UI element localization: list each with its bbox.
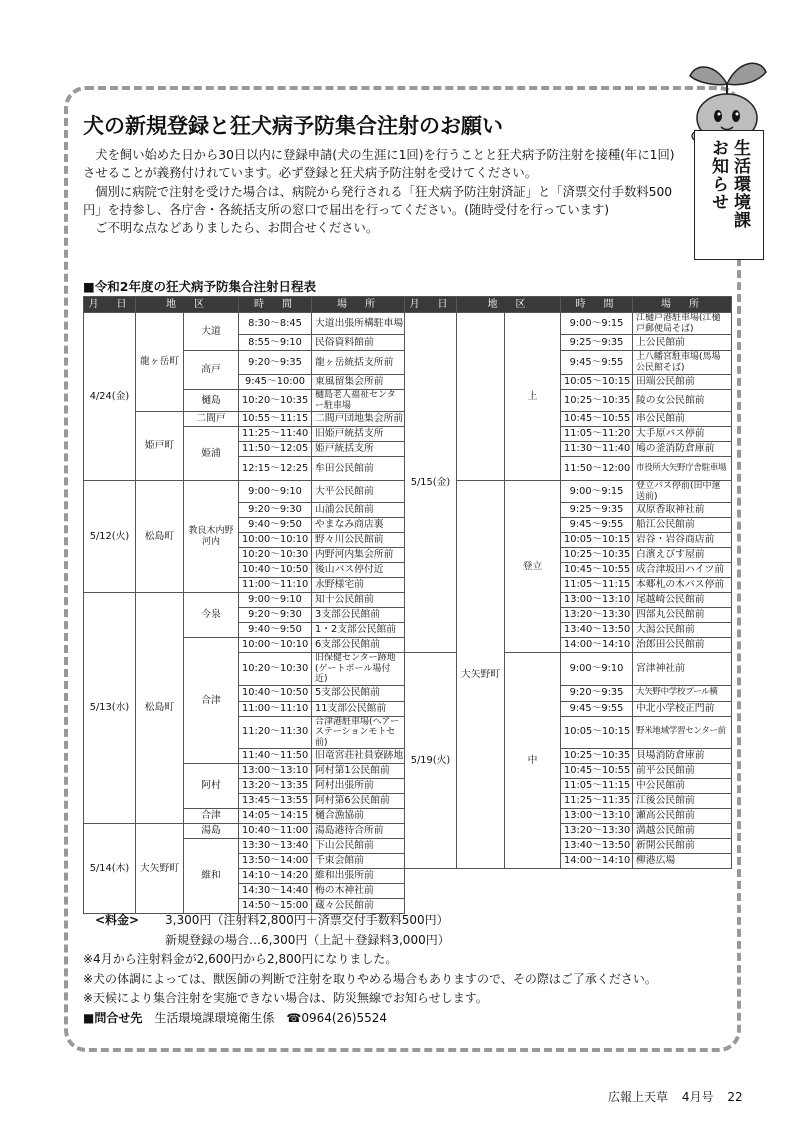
cell-time: 8:55～9:10 (239, 335, 312, 351)
cell-place: 登立バス停前(田中運送前) (633, 481, 732, 503)
cell-place: 蔵々公民館前 (312, 899, 405, 914)
cell-place: 維和出張所前 (312, 869, 405, 884)
fee-standard: 3,300円（注射料2,800円＋済票交付手数料500円） (165, 913, 449, 927)
cell-time: 10:45～10:55 (561, 412, 633, 427)
cell-date: 5/13(水) (84, 593, 136, 824)
cell-time: 13:20～13:35 (239, 779, 312, 794)
publication-name: 広報上天草 (608, 1090, 669, 1104)
note-item: ※犬の体調によっては、獣医師の判断で注射を取りやめる場合もありますので、その際はご了承ください。 (83, 971, 657, 986)
schedule-body (84, 313, 732, 914)
issue-label: 4月号 (681, 1090, 714, 1104)
cell-time: 14:05～14:15 (239, 809, 312, 824)
cell-place: 大手原バス停前 (633, 427, 732, 442)
cell-place: 旧保健センター跡地(ゲートボール場付近) (312, 653, 405, 686)
cell-date: 5/19(火) (405, 653, 457, 869)
cell-place: 船江公民館前 (633, 518, 732, 533)
cell-place: 瀬高公民館前 (633, 809, 732, 824)
cell-place: 阿村第6公民館前 (312, 794, 405, 809)
cell-time: 10:40～10:50 (239, 563, 312, 578)
cell-area: 湯島 (184, 824, 239, 839)
cell-place: 千束会館前 (312, 854, 405, 869)
cell-time: 13:50～14:00 (239, 854, 312, 869)
cell-place: 成合津坂田ハイツ前 (633, 563, 732, 578)
cell-time: 8:30～8:45 (239, 313, 312, 335)
cell-time: 13:20～13:30 (561, 608, 633, 623)
cell-place: 野米地域学習センター前 (633, 716, 732, 749)
cell-time: 11:00～11:10 (239, 701, 312, 716)
cell-place: 大潟公民館前 (633, 623, 732, 638)
cell-time: 9:00～9:15 (561, 313, 633, 335)
cell-time: 11:30～11:40 (561, 442, 633, 457)
cell-place: 岩谷・岩谷商店前 (633, 533, 732, 548)
cell-place: 市役所大矢野庁舎駐車場 (633, 457, 732, 481)
cell-time: 10:05～10:15 (561, 533, 633, 548)
cell-district (457, 313, 505, 481)
cell-time: 10:05～10:15 (561, 375, 633, 390)
cell-area: 姫浦 (184, 427, 239, 481)
cell-place: 満越公民館前 (633, 824, 732, 839)
cell-time: 10:20～10:30 (239, 653, 312, 686)
cell-time: 9:45～9:55 (561, 351, 633, 375)
header-area: 地 区 (457, 297, 561, 313)
cell-place: 四部丸公民館前 (633, 608, 732, 623)
cell-time: 10:55～11:15 (239, 412, 312, 427)
cell-area: 二間戸 (184, 412, 239, 427)
table-row (84, 313, 732, 335)
cell-time: 13:45～13:55 (239, 794, 312, 809)
cell-place: 上八幡宮駐車場(馬場公民館そば) (633, 351, 732, 375)
cell-time: 11:05～11:20 (561, 427, 633, 442)
cell-place: 上公民館前 (633, 335, 732, 351)
cell-district: 姫戸町 (136, 412, 184, 481)
header-date: 月 日 (84, 297, 136, 313)
cell-time: 10:40～10:50 (239, 685, 312, 701)
cell-district: 大矢野町 (457, 481, 505, 869)
cell-time: 9:20～9:35 (561, 685, 633, 701)
cell-time: 12:15～12:25 (239, 457, 312, 481)
cell-time: 10:45～10:55 (561, 563, 633, 578)
cell-time: 14:00～14:10 (561, 854, 633, 869)
cell-place: 樋合漁協前 (312, 809, 405, 824)
cell-time: 11:40～11:50 (239, 749, 312, 764)
cell-area: 中 (505, 653, 561, 869)
cell-area: 大道 (184, 313, 239, 351)
cell-time: 9:00～9:10 (561, 653, 633, 686)
cell-area: 維和 (184, 839, 239, 914)
cell-place: やまなみ商店裏 (312, 518, 405, 533)
cell-date: 5/12(火) (84, 481, 136, 593)
cell-place: 双原香取神社前 (633, 503, 732, 518)
cell-place: 6支部公民館前 (312, 638, 405, 653)
schedule-title: ■令和2年度の狂犬病予防集合注射日程表 (83, 279, 317, 294)
cell-time: 11:00～11:10 (239, 578, 312, 593)
cell-time: 10:25～10:35 (561, 548, 633, 563)
cell-place: 串公民館前 (633, 412, 732, 427)
cell-place: 新開公民館前 (633, 839, 732, 854)
page-number: 22 (727, 1090, 743, 1104)
cell-time: 13:40～13:50 (561, 839, 633, 854)
cell-time: 14:10～14:20 (239, 869, 312, 884)
cell-place: 後山バス停付近 (312, 563, 405, 578)
note-item: ※4月から注射料金が2,600円から2,800円になりました。 (83, 952, 398, 966)
cell-time: 13:30～13:40 (239, 839, 312, 854)
cell-time: 13:20～13:30 (561, 824, 633, 839)
cell-place: 旧姫戸統括支所 (312, 427, 405, 442)
cell-area (505, 869, 561, 914)
cell-area: 合津 (184, 638, 239, 764)
cell-time: 11:05～11:15 (561, 779, 633, 794)
cell-place: 貝場消防倉庫前 (633, 749, 732, 764)
cell-place: 樋島老人福祉センター駐車場 (312, 390, 405, 412)
cell-time: 14:50～15:00 (239, 899, 312, 914)
cell-place: 1・2支部公民館前 (312, 623, 405, 638)
fee-line (83, 911, 733, 931)
cell-date: 5/15(金) (405, 313, 457, 653)
cell-place: 龍ヶ岳統括支所前 (312, 351, 405, 375)
cell-place: 阿村第1公民館前 (312, 764, 405, 779)
cell-time: 9:00～9:10 (239, 593, 312, 608)
cell-place: 大矢野中学校プール横 (633, 685, 732, 701)
cell-place: 柳港広場 (633, 854, 732, 869)
cell-place: 白濱えびす屋前 (633, 548, 732, 563)
cell-time: 11:50～12:05 (239, 442, 312, 457)
cell-place: 牟田公民館前 (312, 457, 405, 481)
note-item: ※天候により集合注射を実施できない場合は、防災無線でお知らせします。 (83, 991, 488, 1005)
cell-time: 9:20～9:30 (239, 503, 312, 518)
cell-time: 10:40～11:00 (239, 824, 312, 839)
cell-place: 民俗資料館前 (312, 335, 405, 351)
header-place: 場 所 (312, 297, 405, 313)
cell-place: 下山公民館前 (312, 839, 405, 854)
cell-place: 知十公民館前 (312, 593, 405, 608)
cell-place: 二間戸団地集会所前 (312, 412, 405, 427)
cell-time: 13:00～13:10 (239, 764, 312, 779)
contact-phone: ☎0964(26)5524 (286, 1010, 388, 1025)
cell-time: 9:20～9:30 (239, 608, 312, 623)
cell-place: 江後公民館前 (633, 794, 732, 809)
cell-district: 龍ヶ岳町 (136, 313, 184, 412)
cell-place: 山浦公民館前 (312, 503, 405, 518)
cell-area: 樋島 (184, 390, 239, 412)
cell-time: 9:20～9:35 (239, 351, 312, 375)
cell-district: 松島町 (136, 481, 184, 593)
cell-time: 10:45～10:55 (561, 764, 633, 779)
cell-place: 旧竜宮荘社員寮跡地 (312, 749, 405, 764)
cell-time (561, 869, 633, 884)
cell-place: 姫戸統括支所 (312, 442, 405, 457)
cell-time: 10:20～10:30 (239, 548, 312, 563)
cell-area: 上 (505, 313, 561, 481)
cell-time: 13:00～13:10 (561, 809, 633, 824)
cell-time: 13:40～13:50 (561, 623, 633, 638)
cell-time: 10:00～10:10 (239, 638, 312, 653)
cell-place: 江樋戸港駐車場(江樋戸郵便局そば) (633, 313, 732, 335)
badge-line-1: 生活環境課 (730, 139, 750, 229)
cell-time: 9:00～9:10 (239, 481, 312, 503)
header-time: 時 間 (239, 297, 312, 313)
cell-time: 9:25～9:35 (561, 335, 633, 351)
cell-date (405, 869, 457, 914)
contact-line (83, 1009, 733, 1029)
cell-place: 本郷札の木バス停前 (633, 578, 732, 593)
cell-time: 10:20～10:35 (239, 390, 312, 412)
header-place: 場 所 (633, 297, 732, 313)
contact-label: ■問合せ先 (83, 1010, 143, 1025)
cell-time: 9:40～9:50 (239, 518, 312, 533)
cell-time: 11:20～11:30 (239, 716, 312, 749)
cell-place: 宮津神社前 (633, 653, 732, 686)
cell-place (633, 884, 732, 899)
cell-time: 11:25～11:35 (561, 794, 633, 809)
cell-place: 東風留集会所前 (312, 375, 405, 390)
header-date: 月 日 (405, 297, 457, 313)
cell-place: 中公民館前 (633, 779, 732, 794)
cell-district (457, 869, 505, 914)
cell-time: 9:45～9:55 (561, 701, 633, 716)
cell-place: 湯島港待合所前 (312, 824, 405, 839)
cell-place: 尾越崎公民館前 (633, 593, 732, 608)
cell-time: 9:25～9:35 (561, 503, 633, 518)
cell-place: 前平公民館前 (633, 764, 732, 779)
cell-area: 登立 (505, 481, 561, 653)
cell-area: 教良木内野河内 (184, 481, 239, 593)
cell-time: 11:50～12:00 (561, 457, 633, 481)
cell-time: 9:00～9:15 (561, 481, 633, 503)
cell-place: 永野様宅前 (312, 578, 405, 593)
schedule-table (83, 296, 732, 914)
cell-time: 9:45～10:00 (239, 375, 312, 390)
cell-time: 11:05～11:15 (561, 578, 633, 593)
cell-time: 10:05～10:15 (561, 716, 633, 749)
cell-time: 14:30～14:40 (239, 884, 312, 899)
fee-new-registration: 新規登録の場合…6,300円（上記＋登録料3,000円） (165, 932, 450, 947)
cell-place: 大平公民館前 (312, 481, 405, 503)
contact-department: 生活環境課環境衛生係 (154, 1010, 275, 1025)
cell-place: 鳩の釜消防倉庫前 (633, 442, 732, 457)
intro-paragraph: 犬を飼い始めた日から30日以内に登録申請(犬の生涯に1回)を行うことと狂犬病予防注射を接種(年に1回)させることが義務付けれています。必ず登録と狂犬病予防注射を受けてください。 (83, 148, 675, 181)
cell-place: 梅の木神社前 (312, 884, 405, 899)
cell-place: 5支部公民館前 (312, 685, 405, 701)
cell-place: 野々川公民館前 (312, 533, 405, 548)
cell-place: 大道出張所構駐車場 (312, 313, 405, 335)
cell-place: 合津港駐車場(ヘアーステーションモトセ前) (312, 716, 405, 749)
cell-area: 高戸 (184, 351, 239, 390)
intro-paragraph: 個別に病院で注射を受けた場合は、病院から発行される「狂犬病予防注射済証」と「済票交付手数料500円」を持参し、各庁舎・各統括支所の窓口で届出を行ってください。(随時受付を行っています) (83, 184, 673, 217)
cell-place: 阿村出張所前 (312, 779, 405, 794)
cell-time: 10:25～10:35 (561, 749, 633, 764)
cell-place: 内野河内集会所前 (312, 548, 405, 563)
cell-area: 阿村 (184, 764, 239, 809)
cell-time: 9:40～9:50 (239, 623, 312, 638)
cell-time: 10:25～10:35 (561, 390, 633, 412)
header-time: 時 間 (561, 297, 633, 313)
cell-area: 今泉 (184, 593, 239, 638)
cell-place: 治郎田公民館前 (633, 638, 732, 653)
cell-place: 陵の女公民館前 (633, 390, 732, 412)
cell-date: 4/24(金) (84, 313, 136, 481)
cell-time (561, 884, 633, 899)
cell-time: 10:00～10:10 (239, 533, 312, 548)
fee-label: <料金> (95, 913, 140, 927)
cell-place: 田端公民館前 (633, 375, 732, 390)
cell-time: 9:45～9:55 (561, 518, 633, 533)
page-footer (608, 1088, 753, 1105)
page-title: 犬の新規登録と狂犬病予防集合注射のお願い (83, 114, 503, 138)
cell-place (633, 869, 732, 884)
cell-place: 3支部公民館前 (312, 608, 405, 623)
intro-paragraph: ご不明な点などありましたら、お問合せください。 (95, 221, 379, 236)
intro-text (83, 146, 681, 237)
cell-area: 合津 (184, 809, 239, 824)
cell-date: 5/14(木) (84, 824, 136, 914)
cell-district: 松島町 (136, 593, 184, 824)
header-area: 地 区 (136, 297, 239, 313)
badge-line-2: お知らせ (708, 139, 728, 211)
section-badge (694, 130, 764, 260)
cell-district: 大矢野町 (136, 824, 184, 914)
cell-time: 11:25～11:40 (239, 427, 312, 442)
table-header-row (84, 297, 732, 313)
notes-section (83, 911, 733, 1028)
cell-place: 中北小学校正門前 (633, 701, 732, 716)
cell-place: 11支部公民館前 (312, 701, 405, 716)
cell-time: 14:00～14:10 (561, 638, 633, 653)
cell-time: 13:00～13:10 (561, 593, 633, 608)
